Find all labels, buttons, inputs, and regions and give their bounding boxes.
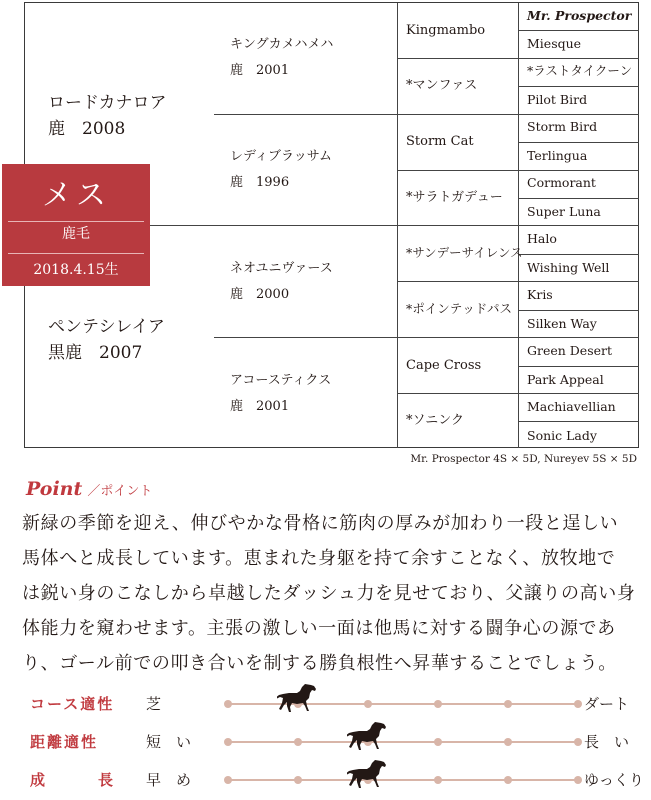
meter-track [228, 741, 578, 743]
gen4-name: Terlingua [527, 148, 588, 163]
sire-detail: 鹿 2008 [48, 119, 126, 139]
row-divider [518, 30, 639, 31]
gen3-name: *ポインテッドパス [406, 301, 513, 316]
meter-dot [574, 700, 582, 708]
gen4-name: Machiavellian [527, 399, 616, 414]
meter-dot [574, 738, 582, 746]
row-divider [214, 114, 639, 115]
box-divider [8, 253, 144, 254]
row-divider [397, 393, 639, 394]
row-divider [518, 310, 639, 311]
gen4-name: Pilot Bird [527, 92, 588, 107]
gen2-detail: 鹿 1996 [230, 175, 290, 190]
gen2-name: アコースティクス [230, 373, 332, 388]
gen3-name: *マンファス [406, 78, 478, 93]
gen4-name: Green Desert [527, 343, 613, 358]
gen4-name: Super Luna [527, 204, 601, 219]
gen4-name: Mr. Prospector [527, 8, 632, 23]
meter-label: 距離適性 [30, 733, 99, 751]
description-line: 新緑の季節を迎え、伸びやかな骨格に筋肉の厚みが加わり一段と逞しい [22, 513, 619, 534]
gen2-detail: 鹿 2001 [230, 399, 290, 414]
meter-dot [224, 738, 232, 746]
gen4-name: *ラストタイクーン [527, 63, 633, 78]
meter-label: 成 長 [30, 771, 116, 789]
point-subtitle: ／ポイント [87, 484, 153, 499]
gen3-name: Cape Cross [406, 358, 482, 373]
gen4-name: Park Appeal [527, 372, 604, 387]
meter-dot [574, 776, 582, 784]
gen2-name: キングカメハメハ [230, 37, 334, 52]
gen4-name: Wishing Well [527, 260, 610, 275]
horse-marker-icon [347, 721, 389, 757]
point-title: Point [26, 478, 83, 500]
row-divider [150, 225, 639, 226]
gen4-name: Storm Bird [527, 119, 598, 134]
gen2-name: レディブラッサム [230, 149, 333, 164]
meter-dot [434, 700, 442, 708]
description-line: り、ゴール前での叩き合いを制する勝負根性へ昇華することでしょう。 [22, 653, 617, 674]
horse-birth: 2018.4.15生 [33, 262, 119, 278]
gen4-name: Halo [527, 231, 557, 246]
meter-left-label: 芝 [146, 695, 162, 713]
description-line: 馬体へと成長しています。恵まれた身躯を持て余すことなく、放牧地で [22, 548, 616, 569]
meter-dot [504, 738, 512, 746]
row-divider [397, 170, 639, 171]
gen2-detail: 鹿 2000 [230, 287, 290, 302]
row-divider [518, 86, 639, 87]
sire-name: ロードカナロア [48, 93, 167, 113]
meter-track [228, 779, 578, 781]
row-divider [214, 337, 639, 338]
meter-dot [224, 700, 232, 708]
horse-marker-icon [277, 683, 319, 719]
gen4-name: Kris [527, 287, 553, 302]
gen3-name: *サラトガデュー [406, 190, 503, 205]
description-line: は鋭い身のこなしから卓越したダッシュ力を見せており、父譲りの高い身 [22, 583, 636, 604]
row-divider [397, 281, 639, 282]
horse-marker-icon [347, 759, 389, 795]
meter-label: コース適性 [30, 695, 115, 713]
gen4-name: Sonic Lady [527, 428, 597, 443]
meter-dot [504, 700, 512, 708]
meter-dot [294, 738, 302, 746]
row-divider [518, 142, 639, 143]
gen3-name: Kingmambo [406, 23, 486, 38]
row-divider [518, 366, 639, 367]
row-divider [518, 421, 639, 422]
gen3-name: Storm Cat [406, 134, 474, 149]
meter-right-label: 長 い [584, 733, 630, 751]
horse-color: 鹿毛 [62, 226, 90, 242]
gen4-name: Silken Way [527, 316, 597, 331]
point-description [22, 506, 642, 681]
meter-right-label: ダート [584, 695, 630, 713]
horse-name: メス [42, 178, 110, 213]
meter-dot [224, 776, 232, 784]
gen2-name: ネオユニヴァース [230, 261, 333, 276]
meter-right-label: ゆっくり [584, 771, 644, 789]
gen2-detail: 鹿 2001 [230, 63, 290, 78]
row-divider [518, 198, 639, 199]
gen3-name: *サンデーサイレンス [406, 245, 523, 260]
gen4-name: Cormorant [527, 175, 596, 190]
meter-left-label: 短 い [146, 733, 192, 751]
horse-info-box [2, 164, 150, 286]
meter-dot [504, 776, 512, 784]
meter-left-label: 早 め [146, 771, 192, 789]
row-divider [397, 58, 639, 59]
meter-dot [434, 738, 442, 746]
row-divider [518, 254, 639, 255]
description-line: 体能力を窺わせます。主張の激しい一面は他馬に対する闘争心の源であ [22, 618, 616, 639]
meter-dot [434, 776, 442, 784]
point-heading [26, 478, 152, 500]
meter-dot [364, 700, 372, 708]
dam-detail: 黒鹿 2007 [48, 343, 143, 363]
meter-dot [294, 776, 302, 784]
dam-name: ペンテシレイア [48, 317, 165, 337]
gen3-name: *ソニンク [406, 413, 464, 428]
inbreeding-note: Mr. Prospector 4S × 5D, Nureyev 5S × 5D [410, 453, 637, 465]
gen4-name: Miesque [527, 36, 582, 51]
box-divider [8, 221, 144, 222]
